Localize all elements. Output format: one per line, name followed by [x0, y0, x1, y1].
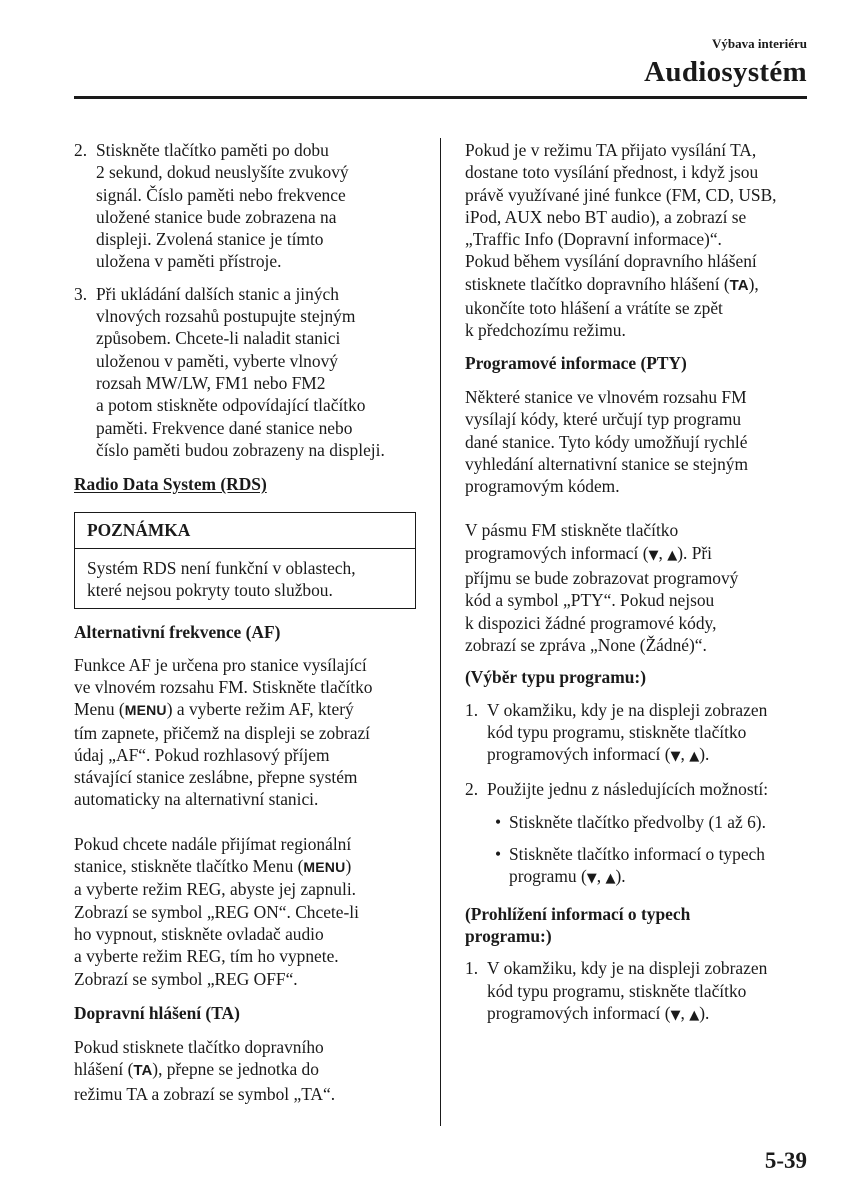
page-number: 5-39	[764, 1148, 807, 1173]
text-line: Pokud během vysílání dopravního hlášení	[465, 251, 757, 272]
header-rule	[74, 96, 807, 99]
text-line: příjmu se bude zobrazovat programový	[465, 568, 739, 589]
text-line: paměti. Frekvence dané stanice nebo	[96, 417, 353, 438]
text-line: údaj „AF“. Pokud rozhlasový příjem	[74, 744, 330, 765]
pty-heading: Programové informace (PTY)	[465, 352, 687, 373]
text-line: Některé stanice ve vlnovém rozsahu FM	[465, 386, 747, 407]
down-arrow-icon: ▼	[670, 1007, 681, 1023]
text-line: uložené stanice bude zobrazena na	[96, 206, 337, 227]
text-line: kód typu programu, stiskněte tlačítko	[487, 980, 747, 1001]
text-line: ve vlnovém rozsahu FM. Stiskněte tlačítko	[74, 676, 373, 697]
ta-button-icon: TA	[729, 276, 749, 294]
text-line: uložena v paměti přístroje.	[96, 251, 282, 272]
text-line: signál. Číslo paměti nebo frekvence	[96, 184, 346, 205]
down-arrow-icon: ▼	[648, 547, 659, 563]
text-line: vyhledání alternativní stanice se stejným	[465, 453, 748, 474]
up-arrow-icon: ▲	[689, 749, 700, 765]
bullet-icon: •	[494, 811, 502, 832]
down-arrow-icon: ▼	[586, 871, 597, 887]
up-arrow-icon: ▲	[605, 871, 616, 887]
step-number: 1.	[465, 699, 479, 720]
step-3	[74, 283, 416, 461]
step-number: 2.	[74, 140, 88, 160]
step-2	[74, 139, 416, 273]
option-bullet-2: • Stiskněte tlačítko informací o typech programu (▼, ▲).	[487, 843, 807, 891]
note-heading: POZNÁMKA	[75, 513, 415, 548]
up-arrow-icon: ▲	[689, 1007, 700, 1023]
text-line: Zobrazí se symbol „REG ON“. Chcete-li	[74, 901, 359, 922]
text-line: uloženou v paměti, vyberte vlnový	[96, 350, 338, 371]
text-line: Použijte jednu z následujících možností:	[487, 779, 769, 800]
note-box	[74, 512, 416, 609]
column-divider	[440, 138, 441, 1126]
step-number: 1.	[465, 958, 479, 979]
text-line: a vyberte režim REG, abyste jej zapnuli.	[74, 879, 357, 900]
select-step-2	[465, 778, 807, 800]
section-label: Výbava interiéru	[712, 36, 807, 51]
rds-heading: Radio Data System (RDS)	[74, 474, 267, 495]
text-line: k předchozímu režimu.	[465, 320, 626, 341]
text-line: způsobem. Chcete-li naladit stanici	[96, 328, 341, 349]
text-line: vysílají kódy, které určují typ programu	[465, 409, 742, 430]
text-line: Stiskněte tlačítko předvolby (1 až 6).	[509, 811, 766, 832]
menu-button-icon: MENU	[124, 702, 167, 719]
page-title: Audiosystém	[644, 56, 807, 88]
text-line: programovým kódem.	[465, 476, 620, 497]
text-line: Zobrazí se symbol „REG OFF“.	[74, 968, 298, 989]
step-number: 3.	[74, 283, 88, 304]
ta-heading: Dopravní hlášení (TA)	[74, 1002, 240, 1023]
text-line: Systém RDS není funkční v oblastech,	[87, 557, 356, 578]
text-line: kód a symbol „PTY“. Pokud nejsou	[465, 590, 715, 611]
right-column	[465, 139, 807, 1027]
text-line: dané stanice. Tyto kódy umožňují rychlé	[465, 431, 748, 452]
text-line: displeji. Zvolená stanice je tímto	[96, 229, 324, 250]
text-line: Stiskněte tlačítko informací o typech	[509, 844, 765, 865]
af-heading: Alternativní frekvence (AF)	[74, 622, 281, 643]
text-line: vlnových rozsahů postupujte stejným	[96, 306, 356, 327]
text-line: automaticky na alternativní stanici.	[74, 789, 319, 810]
pty-fm-paragraph: V pásmu FM stiskněte tlačítko programových informací (▼, ▲). Při příjmu se bude zobrazovat programový kód a symbol „PTY“. Pokud nejsou k dispozici žádné programové kódy, zobrazí se zpráva „None (Žádné)“.	[465, 520, 739, 655]
text-line: Pokud je v režimu TA přijato vysílání TA,	[465, 140, 757, 160]
text-line: 2 sekund, dokud neuslyšíte zvukový	[96, 162, 349, 183]
text-line: které nejsou pokryty touto službou.	[87, 580, 333, 601]
text-line: V pásmu FM stiskněte tlačítko	[465, 520, 679, 541]
up-arrow-icon: ▲	[667, 547, 678, 563]
ta-continued-paragraph: Pokud je v režimu TA přijato vysílání TA, dostane toto vysílání přednost, i když jsou právě využívané jiné funkce (FM, CD, USB, iPod, AUX nebo BT audio), a zobrazí se „Traffic Info (Dopravní informace)“. Pokud během vysílání dopravního hlášení stisknete tlačítko dopravního hlášení (TA), ukončíte toto hlášení a vrátíte se zpět k předchozímu režimu.	[465, 140, 777, 341]
text-line: Stiskněte tlačítko paměti po dobu	[96, 140, 329, 160]
text-line: rozsah MW/LW, FM1 nebo FM2	[96, 372, 326, 393]
text-line: Pokud chcete nadále přijímat regionální	[74, 833, 352, 854]
text-line: zobrazí se zpráva „None (Žádné)“.	[465, 634, 707, 655]
text-line: „Traffic Info (Dopravní informace)“.	[465, 229, 722, 250]
left-column	[74, 139, 416, 1105]
af-paragraph: Funkce AF je určena pro stanice vysílající ve vlnovém rozsahu FM. Stiskněte tlačítko Menu (MENU) a vyberte režim AF, který tím zapnete, přičemž na displeji se zobrazí údaj „AF“. Pokud rozhlasový příjem stávající stanice zeslábne, přepne systém automaticky na alternativní stanici.	[74, 654, 373, 810]
text-line: číslo paměti budou zobrazeny na displeji.	[96, 439, 385, 460]
browse-step-1: 1. V okamžiku, kdy je na displeji zobrazen kód typu programu, stiskněte tlačítko programových informací (▼, ▲).	[465, 957, 807, 1027]
step-number: 2.	[465, 779, 479, 800]
ta-button-icon: TA	[133, 1062, 153, 1080]
text-line: V okamžiku, kdy je na displeji zobrazen	[487, 699, 768, 720]
text-line: ukončíte toto hlášení a vrátíte se zpět	[465, 298, 723, 319]
pty-paragraph	[465, 386, 807, 497]
text-line: iPod, AUX nebo BT audio), a zobrazí se	[465, 206, 747, 227]
text-line: právě využívané jiné funkce (FM, CD, USB,	[465, 184, 777, 205]
text-line: Funkce AF je určena pro stanice vysílající	[74, 654, 367, 675]
menu-button-icon: MENU	[303, 859, 346, 876]
text-line: Pokud stisknete tlačítko dopravního	[74, 1037, 324, 1058]
text-line: k dispozici žádné programové kódy,	[465, 612, 717, 633]
text-line: stávající stanice zeslábne, přepne systém	[74, 767, 358, 788]
text-line: dostane toto vysílání přednost, i když jsou	[465, 162, 759, 183]
text-line: Při ukládání dalších stanic a jiných	[96, 283, 339, 304]
select-heading: (Výběr typu programu:)	[465, 667, 646, 688]
browse-heading: (Prohlížení informací o typech programu:)	[465, 903, 691, 946]
text-line: a potom stiskněte odpovídající tlačítko	[96, 395, 366, 416]
text-line: V okamžiku, kdy je na displeji zobrazen	[487, 958, 768, 979]
text-line: tím zapnete, přičemž na displeji se zobrazí	[74, 722, 370, 743]
text-line: režimu TA a zobrazí se symbol „TA“.	[74, 1083, 336, 1104]
text-line: kód typu programu, stiskněte tlačítko	[487, 721, 747, 742]
ta-paragraph: Pokud stisknete tlačítko dopravního hlášení (TA), přepne se jednotka do režimu TA a zobrazí se symbol „TA“.	[74, 1037, 336, 1104]
bullet-icon: •	[494, 844, 502, 865]
option-bullet-1	[487, 811, 807, 833]
reg-paragraph: Pokud chcete nadále přijímat regionální stanice, stiskněte tlačítko Menu (MENU) a vyberte režim REG, abyste jej zapnuli. Zobrazí se symbol „REG ON“. Chcete-li ho vypnout, stiskněte ovladač audio a vyberte režim REG, tím ho vypnete. Zobrazí se symbol „REG OFF“.	[74, 833, 359, 989]
text-line: a vyberte režim REG, tím ho vypnete.	[74, 946, 339, 967]
down-arrow-icon: ▼	[670, 749, 681, 765]
select-step-1: 1. V okamžiku, kdy je na displeji zobrazen kód typu programu, stiskněte tlačítko programových informací (▼, ▲).	[465, 699, 807, 769]
text-line: ho vypnout, stiskněte ovladač audio	[74, 923, 324, 944]
